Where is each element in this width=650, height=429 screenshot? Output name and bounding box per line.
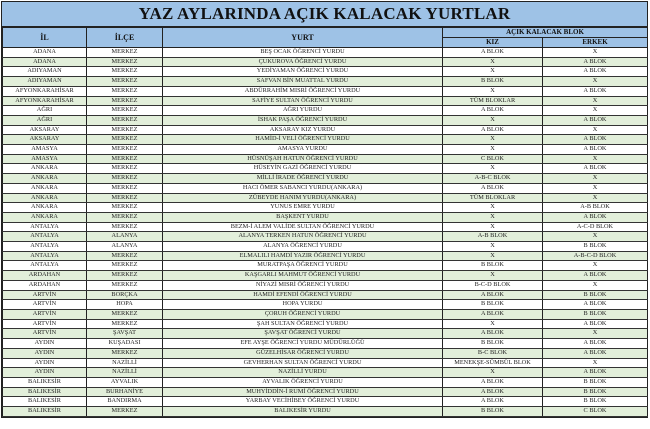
table-row: [3, 242, 648, 252]
cell-kiz: X: [443, 135, 543, 145]
cell-ilce: MERKEZ: [87, 174, 163, 184]
page-title: YAZ AYLARINDA AÇIK KALACAK YURTLAR: [2, 2, 647, 27]
cell-ilce: MERKEZ: [87, 77, 163, 87]
cell-erkek: X: [543, 280, 648, 290]
cell-kiz: X: [443, 222, 543, 232]
cell-yurt: AĞRI YURDU: [163, 106, 443, 116]
cell-erkek: A BLOK: [543, 115, 648, 125]
cell-yurt: ŞAVŞAT ÖĞRENCİ YURDU: [163, 329, 443, 339]
cell-il: AKSARAY: [3, 135, 87, 145]
cell-erkek: A BLOK: [543, 368, 648, 378]
cell-il: BALIKESİR: [3, 377, 87, 387]
table-row: [3, 183, 648, 193]
table-row: [3, 232, 648, 242]
cell-il: ANKARA: [3, 212, 87, 222]
cell-yurt: HOPA YURDU: [163, 300, 443, 310]
table-row: [3, 164, 648, 174]
cell-erkek: A BLOK: [543, 300, 648, 310]
cell-yurt: HACI ÖMER SABANCI YURDU(ANKARA): [163, 183, 443, 193]
cell-il: ADIYAMAN: [3, 67, 87, 77]
table-row: [3, 290, 648, 300]
cell-kiz: B BLOK: [443, 300, 543, 310]
cell-ilce: BANDIRMA: [87, 397, 163, 407]
cell-kiz: X: [443, 251, 543, 261]
cell-yurt: ELMALILI HAMDİ YAZIR ÖĞRENCİ YURDU: [163, 251, 443, 261]
table-row: [3, 261, 648, 271]
cell-kiz: TÜM BLOKLAR: [443, 96, 543, 106]
table-row: [3, 251, 648, 261]
cell-kiz: X: [443, 271, 543, 281]
table-row: [3, 203, 648, 213]
cell-ilce: MERKEZ: [87, 251, 163, 261]
cell-il: ANKARA: [3, 203, 87, 213]
cell-il: ANKARA: [3, 164, 87, 174]
table-row: [3, 145, 648, 155]
cell-kiz: X: [443, 67, 543, 77]
table-row: [3, 387, 648, 397]
cell-kiz: A-B BLOK: [443, 232, 543, 242]
cell-yurt: MİLLİ İRADE ÖĞRENCİ YURDU: [163, 174, 443, 184]
cell-kiz: X: [443, 368, 543, 378]
cell-il: AYDIN: [3, 339, 87, 349]
cell-il: ANKARA: [3, 183, 87, 193]
cell-il: ARDAHAN: [3, 280, 87, 290]
cell-erkek: X: [543, 106, 648, 116]
table-row: [3, 77, 648, 87]
cell-erkek: A BLOK: [543, 86, 648, 96]
table-row: [3, 193, 648, 203]
cell-ilce: HOPA: [87, 300, 163, 310]
cell-yurt: AYVALIK ÖĞRENCİ YURDU: [163, 377, 443, 387]
cell-yurt: HÜSNÜŞAH HATUN ÖĞRENCİ YURDU: [163, 154, 443, 164]
cell-erkek: B BLOK: [543, 242, 648, 252]
cell-erkek: A BLOK: [543, 348, 648, 358]
cell-ilce: MERKEZ: [87, 280, 163, 290]
cell-yurt: EFE AYŞE ÖĞRENCİ YURDU MÜDÜRLÜĞÜ: [163, 339, 443, 349]
cell-kiz: X: [443, 212, 543, 222]
cell-il: AFYONKARAHİSAR: [3, 86, 87, 96]
cell-ilce: MERKEZ: [87, 125, 163, 135]
table-row: [3, 96, 648, 106]
header-il: İL: [3, 28, 87, 48]
cell-yurt: ZÜBEYDE HANIM YURDU(ANKARA): [163, 193, 443, 203]
cell-erkek: A BLOK: [543, 135, 648, 145]
cell-ilce: MERKEZ: [87, 183, 163, 193]
cell-ilce: MERKEZ: [87, 145, 163, 155]
cell-ilce: MERKEZ: [87, 193, 163, 203]
cell-il: AFYONKARAHİSAR: [3, 96, 87, 106]
cell-erkek: X: [543, 358, 648, 368]
cell-kiz: A BLOK: [443, 387, 543, 397]
cell-erkek: X: [543, 77, 648, 87]
cell-kiz: TÜM BLOKLAR: [443, 193, 543, 203]
cell-yurt: ŞAH SULTAN ÖĞRENCİ YURDU: [163, 319, 443, 329]
cell-erkek: X: [543, 174, 648, 184]
cell-il: ANTALYA: [3, 232, 87, 242]
cell-erkek: A BLOK: [543, 339, 648, 349]
table-row: [3, 300, 648, 310]
cell-kiz: A BLOK: [443, 329, 543, 339]
cell-yurt: ABDÜRRAHİM MISRİ ÖĞRENCİ YURDU: [163, 86, 443, 96]
cell-ilce: ALANYA: [87, 232, 163, 242]
cell-erkek: C BLOK: [543, 407, 648, 417]
table-row: [3, 222, 648, 232]
cell-erkek: X: [543, 96, 648, 106]
cell-kiz: X: [443, 57, 543, 67]
header-kiz: KIZ: [443, 38, 543, 48]
cell-yurt: BAŞKENT YURDU: [163, 212, 443, 222]
table-row: [3, 135, 648, 145]
cell-ilce: ŞAVŞAT: [87, 329, 163, 339]
header-yurt: YURT: [163, 28, 443, 48]
cell-il: AKSARAY: [3, 125, 87, 135]
cell-il: ARDAHAN: [3, 271, 87, 281]
cell-il: ARTVİN: [3, 309, 87, 319]
cell-yurt: HAMİD-İ VELİ ÖĞRENCİ YURDU: [163, 135, 443, 145]
table-row: [3, 57, 648, 67]
cell-yurt: AKSARAY KIZ YURDU: [163, 125, 443, 135]
cell-erkek: A BLOK: [543, 271, 648, 281]
cell-kiz: B-C-D BLOK: [443, 280, 543, 290]
header-ilce: İLÇE: [87, 28, 163, 48]
cell-erkek: A-B BLOK: [543, 203, 648, 213]
cell-erkek: X: [543, 261, 648, 271]
table-row: [3, 397, 648, 407]
cell-yurt: AMASYA YURDU: [163, 145, 443, 155]
cell-yurt: GEVHERHAN SULTAN ÖĞRENCİ YURDU: [163, 358, 443, 368]
cell-il: ARTVİN: [3, 319, 87, 329]
table-row: [3, 86, 648, 96]
cell-erkek: B BLOK: [543, 397, 648, 407]
cell-erkek: A BLOK: [543, 319, 648, 329]
cell-il: AYDIN: [3, 358, 87, 368]
table-row: [3, 67, 648, 77]
cell-il: AYDIN: [3, 368, 87, 378]
cell-yurt: BEŞ OCAK ÖĞRENCİ YURDU: [163, 48, 443, 58]
cell-ilce: MERKEZ: [87, 222, 163, 232]
cell-yurt: YUNUS EMRE YURDU: [163, 203, 443, 213]
cell-yurt: MURATPAŞA ÖĞRENCİ YURDU: [163, 261, 443, 271]
cell-ilce: MERKEZ: [87, 348, 163, 358]
table-row: [3, 377, 648, 387]
cell-ilce: NAZİLLİ: [87, 368, 163, 378]
cell-kiz: A BLOK: [443, 377, 543, 387]
cell-ilce: KUŞADASI: [87, 339, 163, 349]
cell-il: ANTALYA: [3, 251, 87, 261]
cell-ilce: MERKEZ: [87, 261, 163, 271]
cell-ilce: BORÇKA: [87, 290, 163, 300]
cell-erkek: X: [543, 193, 648, 203]
table-row: [3, 319, 648, 329]
cell-il: AYDIN: [3, 348, 87, 358]
cell-kiz: A BLOK: [443, 309, 543, 319]
cell-yurt: BEZM-İ ALEM VALİDE SULTAN ÖĞRENCİ YURDU: [163, 222, 443, 232]
cell-yurt: KAŞGARLI MAHMUT ÖĞRENCİ YURDU: [163, 271, 443, 281]
cell-erkek: B BLOK: [543, 387, 648, 397]
cell-yurt: NAZİLLİ YURDU: [163, 368, 443, 378]
cell-ilce: MERKEZ: [87, 106, 163, 116]
table-body: [3, 48, 648, 417]
cell-il: ADANA: [3, 48, 87, 58]
cell-kiz: X: [443, 145, 543, 155]
table-row: [3, 329, 648, 339]
cell-yurt: ALANYA TERKEN HATUN ÖĞRENCİ YURDU: [163, 232, 443, 242]
table-row: [3, 212, 648, 222]
cell-il: ANKARA: [3, 193, 87, 203]
table-row: [3, 106, 648, 116]
cell-yurt: İSHAK PAŞA ÖĞRENCİ YURDU: [163, 115, 443, 125]
cell-ilce: MERKEZ: [87, 212, 163, 222]
cell-ilce: MERKEZ: [87, 135, 163, 145]
cell-erkek: A BLOK: [543, 145, 648, 155]
cell-il: ARTVİN: [3, 329, 87, 339]
table-row: [3, 309, 648, 319]
cell-kiz: B BLOK: [443, 261, 543, 271]
table-row: [3, 48, 648, 58]
cell-ilce: MERKEZ: [87, 67, 163, 77]
cell-il: ARTVİN: [3, 290, 87, 300]
cell-il: BALIKESİR: [3, 407, 87, 417]
table-row: [3, 348, 648, 358]
cell-il: ARTVİN: [3, 300, 87, 310]
cell-kiz: A BLOK: [443, 290, 543, 300]
cell-kiz: A-B-C BLOK: [443, 174, 543, 184]
cell-ilce: MERKEZ: [87, 319, 163, 329]
cell-yurt: NİYAZİ MISRİ ÖĞRENCİ YURDU: [163, 280, 443, 290]
cell-kiz: B BLOK: [443, 77, 543, 87]
cell-ilce: AYVALIK: [87, 377, 163, 387]
cell-kiz: A BLOK: [443, 397, 543, 407]
cell-erkek: B BLOK: [543, 290, 648, 300]
cell-erkek: X: [543, 48, 648, 58]
cell-yurt: ALANYA ÖĞRENCİ YURDU: [163, 242, 443, 252]
table-row: [3, 174, 648, 184]
table-row: [3, 115, 648, 125]
table-row: [3, 358, 648, 368]
cell-kiz: A BLOK: [443, 48, 543, 58]
cell-ilce: MERKEZ: [87, 164, 163, 174]
cell-il: ADIYAMAN: [3, 77, 87, 87]
cell-yurt: ÇORUH ÖĞRENCİ YURDU: [163, 309, 443, 319]
cell-il: BALIKESİR: [3, 387, 87, 397]
dormitory-table: [2, 27, 648, 417]
cell-kiz: B-C BLOK: [443, 348, 543, 358]
cell-kiz: C BLOK: [443, 154, 543, 164]
cell-erkek: A BLOK: [543, 67, 648, 77]
cell-ilce: MERKEZ: [87, 407, 163, 417]
cell-yurt: ÇUKUROVA ÖĞRENCİ YURDU: [163, 57, 443, 67]
cell-ilce: MERKEZ: [87, 48, 163, 58]
cell-il: ANTALYA: [3, 261, 87, 271]
cell-ilce: NAZİLLİ: [87, 358, 163, 368]
cell-erkek: X: [543, 183, 648, 193]
cell-yurt: SAFVAN BİN MUATTAL YURDU: [163, 77, 443, 87]
cell-kiz: B BLOK: [443, 407, 543, 417]
cell-yurt: BALIKESİR YURDU: [163, 407, 443, 417]
cell-ilce: MERKEZ: [87, 86, 163, 96]
cell-kiz: A BLOK: [443, 125, 543, 135]
cell-erkek: A BLOK: [543, 57, 648, 67]
cell-erkek: A-C-D BLOK: [543, 222, 648, 232]
cell-yurt: YEDİYAMAN ÖĞRENCİ YURDU: [163, 67, 443, 77]
cell-erkek: A-B-C-D BLOK: [543, 251, 648, 261]
cell-erkek: X: [543, 125, 648, 135]
cell-kiz: B BLOK: [443, 339, 543, 349]
cell-ilce: BURHANİYE: [87, 387, 163, 397]
cell-erkek: X: [543, 329, 648, 339]
header-acik-kalacak-blok: AÇIK KALACAK BLOK: [443, 28, 648, 38]
cell-il: BALIKESİR: [3, 397, 87, 407]
cell-ilce: MERKEZ: [87, 309, 163, 319]
cell-kiz: X: [443, 86, 543, 96]
cell-il: AMASYA: [3, 145, 87, 155]
header-erkek: ERKEK: [543, 38, 648, 48]
cell-ilce: MERKEZ: [87, 57, 163, 67]
cell-kiz: MENEKŞE-SÜMBÜL BLOK: [443, 358, 543, 368]
cell-kiz: X: [443, 242, 543, 252]
cell-il: ANTALYA: [3, 222, 87, 232]
table-row: [3, 368, 648, 378]
cell-yurt: MUHYİDDİN-İ RUMİ ÖĞRENCİ YURDU: [163, 387, 443, 397]
cell-yurt: YARBAY VECİHİBEY ÖĞRENCİ YURDU: [163, 397, 443, 407]
cell-kiz: X: [443, 115, 543, 125]
cell-yurt: HÜSEYİN GAZİ ÖĞRENCİ YURDU: [163, 164, 443, 174]
cell-ilce: MERKEZ: [87, 271, 163, 281]
cell-kiz: A BLOK: [443, 106, 543, 116]
cell-il: AMASYA: [3, 154, 87, 164]
cell-il: ANTALYA: [3, 242, 87, 252]
table-row: [3, 154, 648, 164]
cell-kiz: X: [443, 319, 543, 329]
spreadsheet: [1, 1, 648, 418]
cell-erkek: A BLOK: [543, 164, 648, 174]
table-row: [3, 339, 648, 349]
cell-erkek: A BLOK: [543, 212, 648, 222]
table-row: [3, 271, 648, 281]
table-row: [3, 280, 648, 290]
cell-ilce: MERKEZ: [87, 154, 163, 164]
cell-erkek: B BLOK: [543, 309, 648, 319]
cell-ilce: MERKEZ: [87, 115, 163, 125]
table-row: [3, 407, 648, 417]
cell-ilce: MERKEZ: [87, 203, 163, 213]
cell-yurt: GÜZELHİSAR ÖĞRENCİ YURDU: [163, 348, 443, 358]
cell-il: ADANA: [3, 57, 87, 67]
cell-kiz: X: [443, 164, 543, 174]
cell-yurt: SAFİYE SULTAN ÖĞRENCİ YURDU: [163, 96, 443, 106]
cell-ilce: MERKEZ: [87, 96, 163, 106]
cell-il: AĞRI: [3, 106, 87, 116]
cell-erkek: B BLOK: [543, 377, 648, 387]
cell-erkek: X: [543, 232, 648, 242]
cell-kiz: A BLOK: [443, 183, 543, 193]
cell-erkek: X: [543, 154, 648, 164]
cell-kiz: X: [443, 203, 543, 213]
cell-il: ANKARA: [3, 174, 87, 184]
cell-yurt: HAMDİ EFENDİ ÖĞRENCİ YURDU: [163, 290, 443, 300]
cell-il: AĞRI: [3, 115, 87, 125]
table-row: [3, 125, 648, 135]
cell-ilce: ALANYA: [87, 242, 163, 252]
